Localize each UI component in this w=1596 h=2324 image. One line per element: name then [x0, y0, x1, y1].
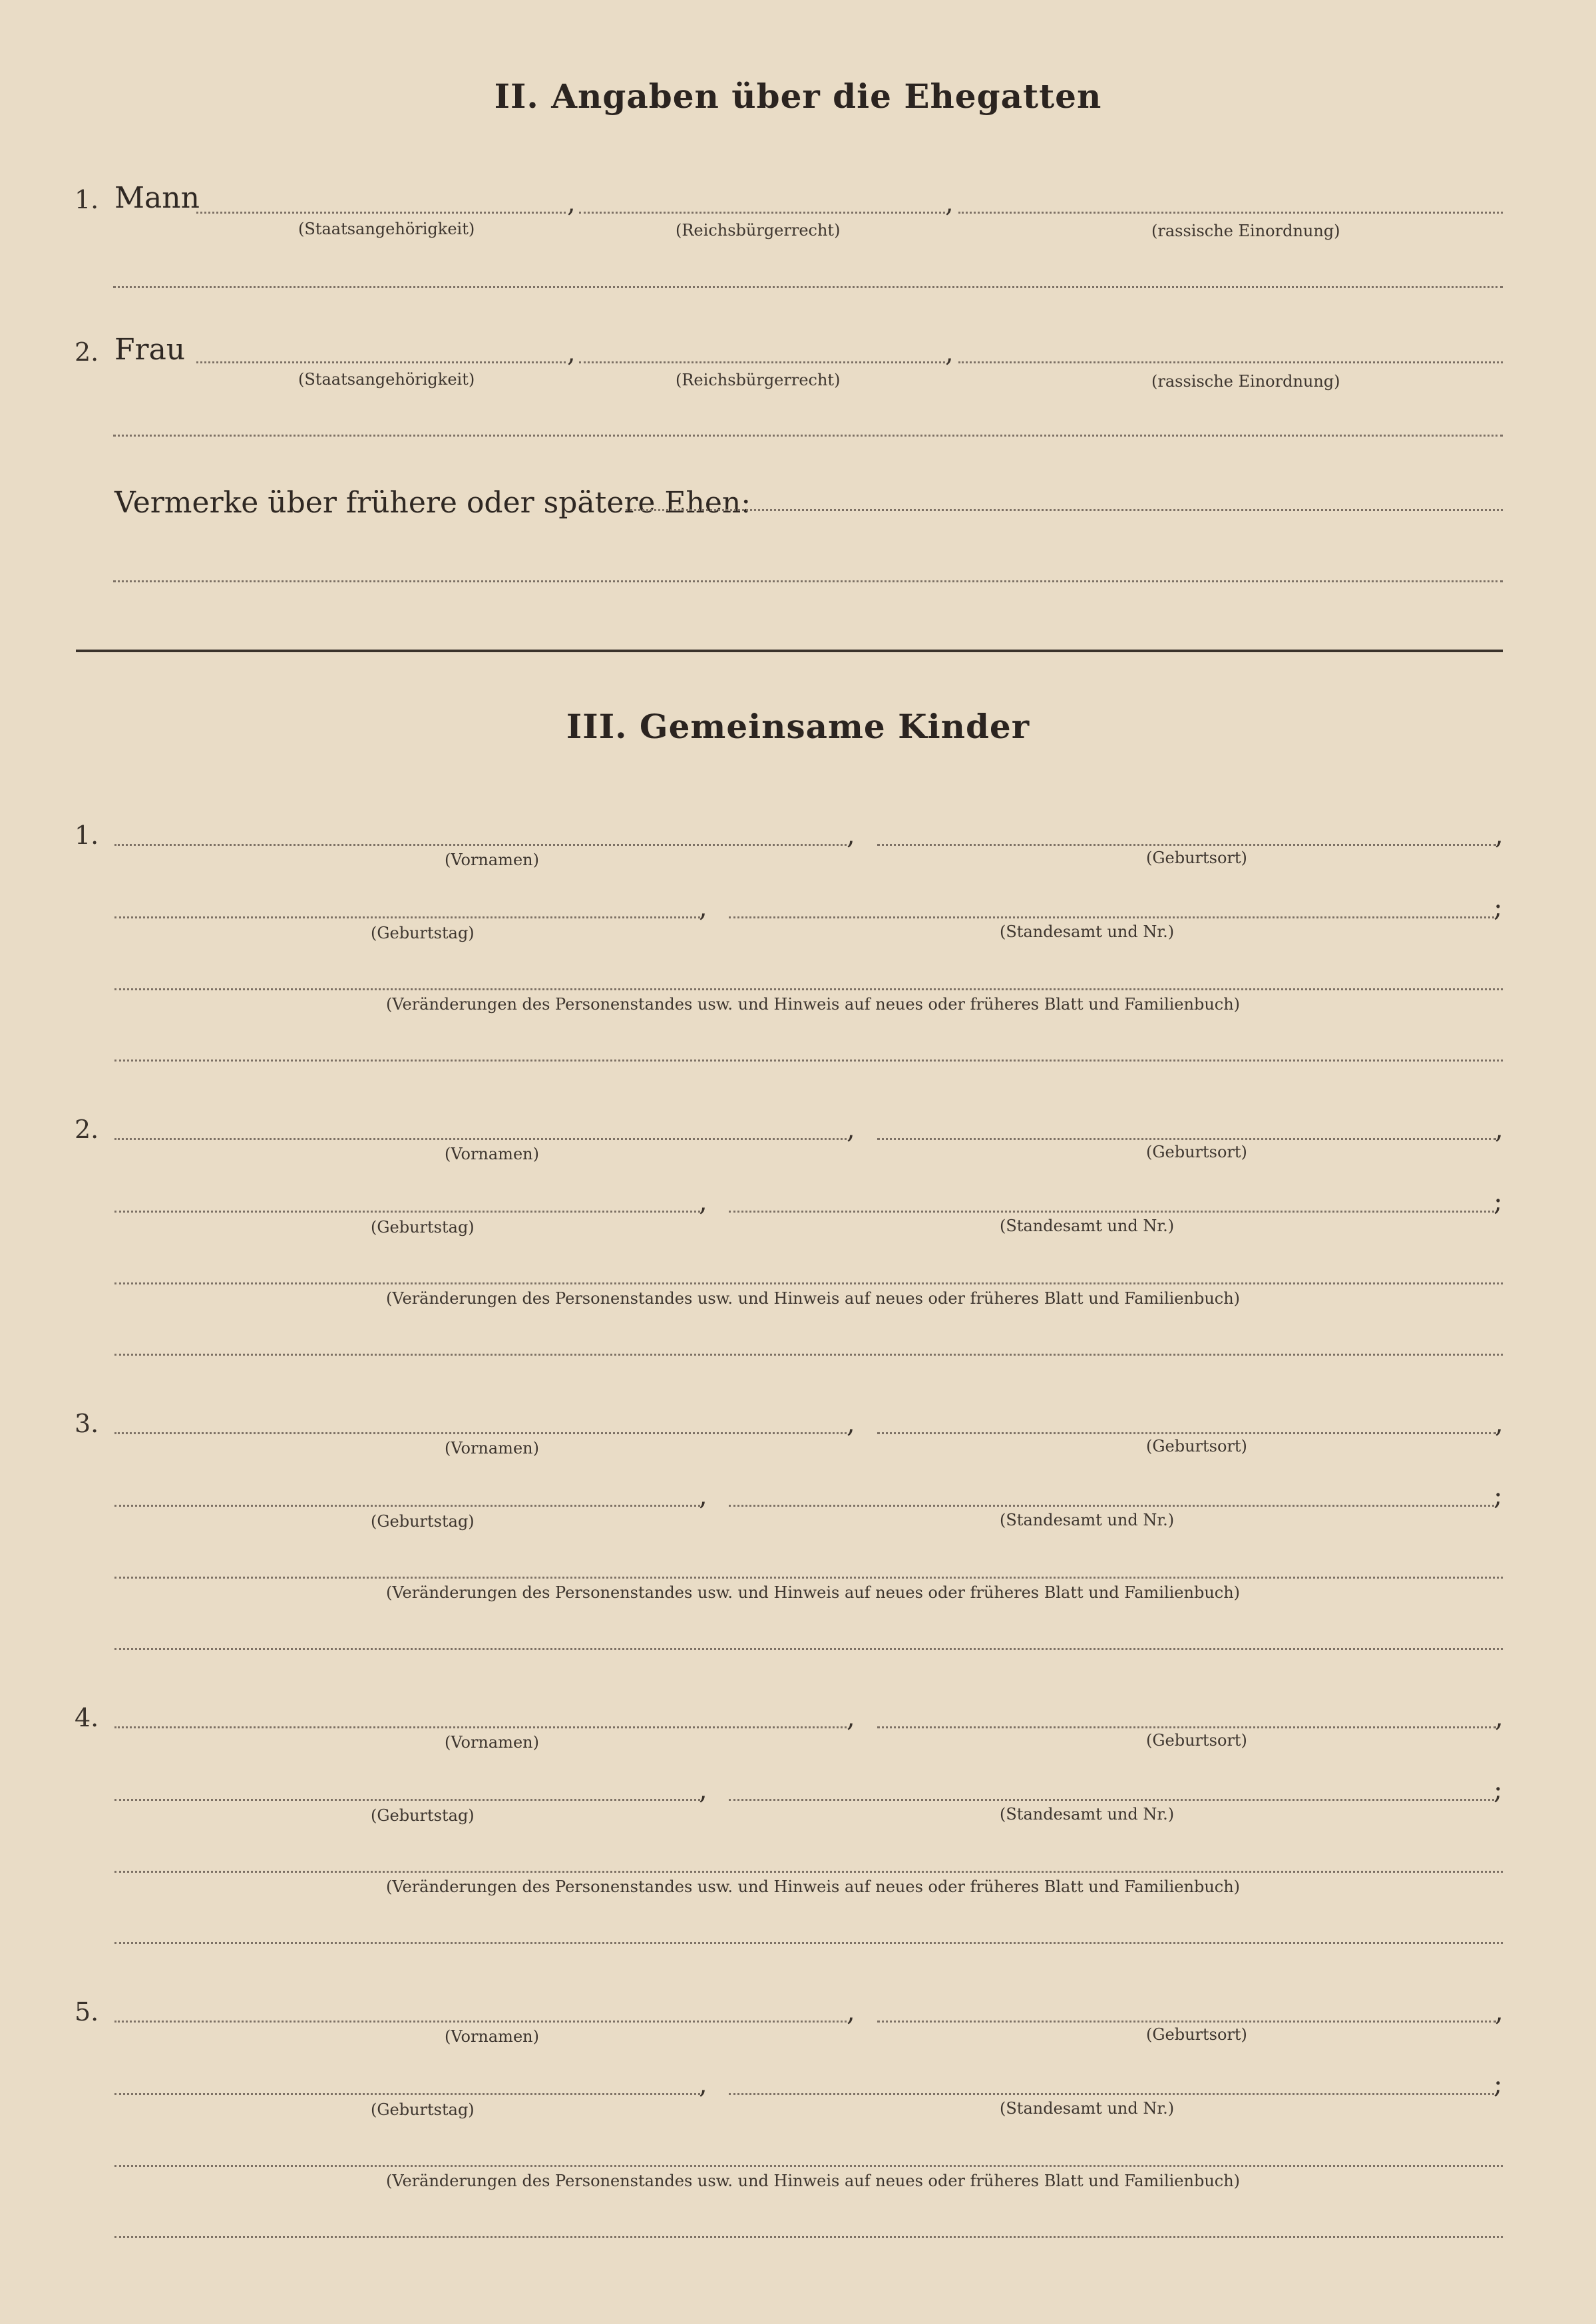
veraenderungen-continuation-field[interactable] [114, 1942, 1503, 1944]
child-number: 1. [75, 821, 99, 850]
caption-veraenderungen: (Veränderungen des Personenstandes usw. und Hinweis auf neues oder früheres Blatt und Familienbuch) [386, 1583, 1241, 1602]
veraenderungen-field[interactable] [114, 1871, 1503, 1873]
caption-standesamt: (Standesamt und Nr.) [1000, 1805, 1175, 1824]
continuation-field[interactable] [113, 435, 1503, 437]
caption-geburtsort: (Geburtsort) [1146, 1437, 1247, 1455]
veraenderungen-field[interactable] [114, 1282, 1503, 1284]
caption-standesamt: (Standesamt und Nr.) [1000, 1217, 1175, 1235]
rassische-einordnung-field[interactable] [958, 212, 1503, 214]
caption-geburtstag: (Geburtstag) [371, 1512, 475, 1531]
caption-geburtstag: (Geburtstag) [371, 1806, 475, 1825]
caption-standesamt: (Standesamt und Nr.) [1000, 2099, 1175, 2118]
comma: , [945, 188, 954, 218]
caption-reichsbuergerrecht: (Reichsbürgerrecht) [676, 221, 841, 240]
caption-standesamt: (Standesamt und Nr.) [1000, 1511, 1175, 1529]
caption-staatsangehoerigkeit: (Staatsangehörigkeit) [298, 220, 475, 238]
staatsangehoerigkeit-field[interactable] [196, 361, 566, 363]
child-number: 3. [75, 1409, 99, 1438]
comma: , [567, 337, 576, 368]
semicolon: ; [1494, 1481, 1503, 1511]
geburtstag-field[interactable] [114, 1211, 700, 1213]
semicolon: ; [1494, 2069, 1503, 2100]
caption-geburtsort: (Geburtsort) [1146, 1143, 1247, 1161]
veraenderungen-field[interactable] [114, 1577, 1503, 1579]
comma: , [945, 337, 954, 368]
continuation-field[interactable] [113, 286, 1503, 288]
comma: , [1495, 1997, 1503, 2027]
standesamt-field[interactable] [729, 1799, 1494, 1801]
comma: , [1495, 1114, 1503, 1145]
vornamen-field[interactable] [114, 844, 847, 846]
semicolon: ; [1494, 1775, 1503, 1806]
comma: , [699, 2069, 707, 2100]
geburtsort-field[interactable] [877, 844, 1496, 846]
comma: , [847, 820, 855, 851]
comma: , [847, 1408, 855, 1439]
comma: , [699, 1775, 707, 1806]
veraenderungen-continuation-field[interactable] [114, 1648, 1503, 1650]
row-number: 2. [75, 337, 99, 367]
comma: , [1495, 1702, 1503, 1733]
section-divider [76, 650, 1503, 652]
comma: , [847, 1702, 855, 1733]
standesamt-field[interactable] [729, 1211, 1494, 1213]
caption-veraenderungen: (Veränderungen des Personenstandes usw. und Hinweis auf neues oder früheres Blatt und Familienbuch) [386, 2172, 1241, 2190]
comma: , [1495, 820, 1503, 851]
geburtstag-field[interactable] [114, 1505, 700, 1507]
caption-geburtstag: (Geburtstag) [371, 2100, 475, 2119]
caption-veraenderungen: (Veränderungen des Personenstandes usw. und Hinweis auf neues oder früheres Blatt und Familienbuch) [386, 1289, 1241, 1308]
veraenderungen-continuation-field[interactable] [114, 1354, 1503, 1356]
caption-veraenderungen: (Veränderungen des Personenstandes usw. und Hinweis auf neues oder früheres Blatt und Familienbuch) [386, 1877, 1241, 1896]
caption-vornamen: (Vornamen) [445, 2027, 539, 2046]
caption-staatsangehoerigkeit: (Staatsangehörigkeit) [298, 370, 475, 389]
semicolon: ; [1494, 892, 1503, 923]
caption-geburtsort: (Geburtsort) [1146, 849, 1247, 867]
comma: , [847, 1997, 855, 2027]
staatsangehoerigkeit-field[interactable] [196, 212, 566, 214]
caption-reichsbuergerrecht: (Reichsbürgerrecht) [676, 371, 841, 389]
caption-rassische-einordnung: (rassische Einordnung) [1151, 222, 1340, 240]
child-number: 4. [75, 1703, 99, 1732]
comma: , [567, 188, 576, 218]
child-number: 2. [75, 1115, 99, 1144]
geburtstag-field[interactable] [114, 916, 700, 918]
caption-rassische-einordnung: (rassische Einordnung) [1151, 372, 1340, 391]
vornamen-field[interactable] [114, 1138, 847, 1140]
caption-vornamen: (Vornamen) [445, 1733, 539, 1752]
semicolon: ; [1494, 1187, 1503, 1217]
section-ii-title: II. Angaben über die Ehegatten [494, 77, 1102, 116]
spouse-label: Mann [114, 181, 200, 215]
geburtstag-field[interactable] [114, 1799, 700, 1801]
vornamen-field[interactable] [114, 2021, 847, 2023]
caption-vornamen: (Vornamen) [445, 1439, 539, 1457]
caption-veraenderungen: (Veränderungen des Personenstandes usw. und Hinweis auf neues oder früheres Blatt und Familienbuch) [386, 995, 1241, 1014]
comma: , [1495, 1408, 1503, 1439]
geburtsort-field[interactable] [877, 2021, 1496, 2023]
veraenderungen-field[interactable] [114, 988, 1503, 990]
notes-continuation-field[interactable] [113, 580, 1503, 582]
caption-vornamen: (Vornamen) [445, 1145, 539, 1163]
vornamen-field[interactable] [114, 1432, 847, 1434]
notes-label: Vermerke über frühere oder spätere Ehen: [114, 486, 751, 520]
comma: , [847, 1114, 855, 1145]
veraenderungen-continuation-field[interactable] [114, 2236, 1503, 2238]
geburtstag-field[interactable] [114, 2093, 700, 2095]
reichsbuergerrecht-field[interactable] [579, 361, 945, 363]
spouse-label: Frau [114, 333, 186, 367]
geburtsort-field[interactable] [877, 1432, 1496, 1434]
rassische-einordnung-field[interactable] [958, 361, 1503, 363]
caption-standesamt: (Standesamt und Nr.) [1000, 922, 1175, 941]
comma: , [699, 1187, 707, 1217]
geburtsort-field[interactable] [877, 1138, 1496, 1140]
veraenderungen-field[interactable] [114, 2165, 1503, 2167]
veraenderungen-continuation-field[interactable] [114, 1060, 1503, 1062]
reichsbuergerrecht-field[interactable] [579, 212, 945, 214]
comma: , [699, 1481, 707, 1511]
caption-vornamen: (Vornamen) [445, 851, 539, 869]
row-number: 1. [75, 185, 99, 214]
standesamt-field[interactable] [729, 1505, 1494, 1507]
standesamt-field[interactable] [729, 2093, 1494, 2095]
geburtsort-field[interactable] [877, 1726, 1496, 1728]
caption-geburtsort: (Geburtsort) [1146, 1731, 1247, 1750]
caption-geburtstag: (Geburtstag) [371, 924, 475, 942]
comma: , [699, 892, 707, 923]
standesamt-field[interactable] [729, 916, 1494, 918]
vornamen-field[interactable] [114, 1726, 847, 1728]
caption-geburtstag: (Geburtstag) [371, 1218, 475, 1237]
notes-field[interactable] [626, 509, 1503, 511]
child-number: 5. [75, 1997, 99, 2027]
section-iii-title: III. Gemeinsame Kinder [566, 707, 1030, 746]
caption-geburtsort: (Geburtsort) [1146, 2025, 1247, 2044]
